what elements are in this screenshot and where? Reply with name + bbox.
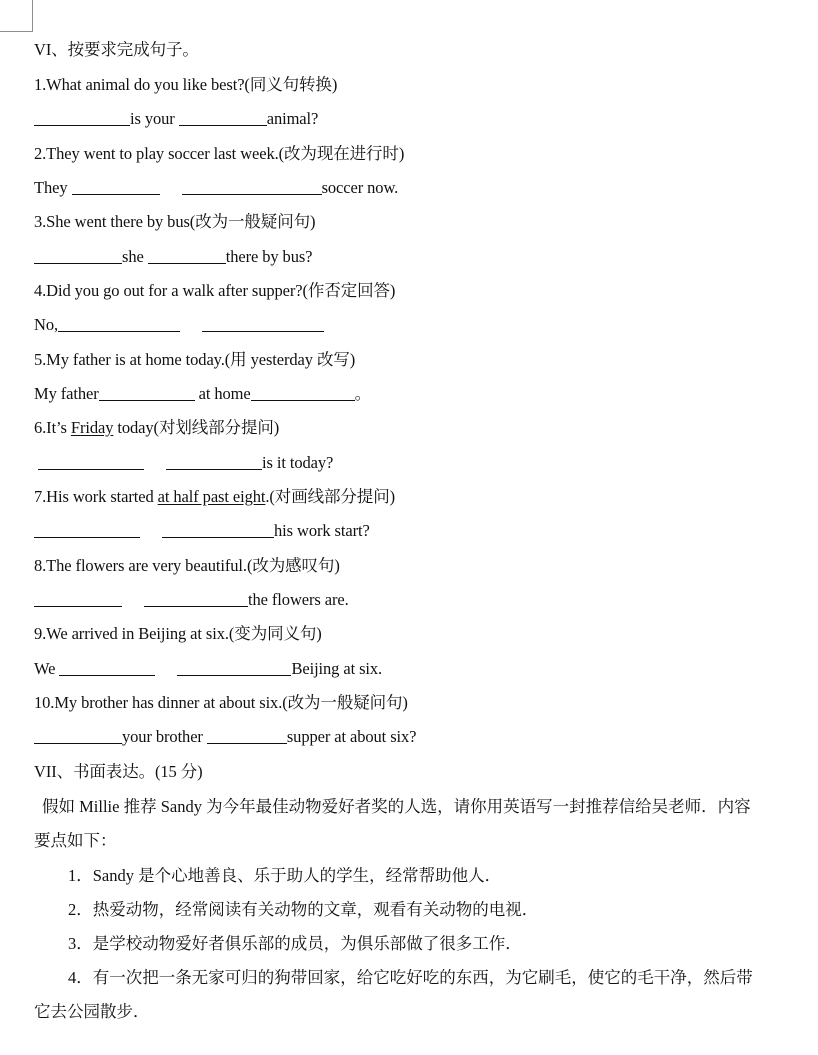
question-1: 1.What animal do you like best?(同义句转换)	[34, 75, 338, 94]
answer-line-6	[34, 452, 333, 474]
answer-line-2	[34, 177, 398, 199]
answer-blank[interactable]	[144, 590, 248, 607]
answer-blank[interactable]	[34, 590, 122, 607]
answer-line-1	[34, 108, 318, 130]
answer-blank[interactable]	[162, 521, 274, 538]
section-6-title: VI、按要求完成句子。	[34, 40, 199, 59]
writing-point-3: 3．是学校动物爱好者俱乐部的成员，为俱乐部做了很多工作．	[68, 934, 522, 953]
answer-line-8	[34, 589, 349, 611]
writing-point-2: 2．热爱动物，经常阅读有关动物的文章，观看有关动物的电视．	[68, 900, 539, 919]
answer-blank[interactable]	[207, 727, 287, 744]
answer-blank[interactable]	[58, 315, 180, 332]
answer-text: 。	[354, 384, 372, 403]
answer-blank[interactable]	[34, 727, 122, 744]
answer-line-4	[34, 314, 324, 336]
answer-text: his work start?	[274, 521, 370, 540]
writing-prompt-intro-cont: 要点如下：	[34, 831, 117, 850]
answer-blank[interactable]	[202, 315, 324, 332]
answer-text: We	[34, 659, 56, 678]
writing-point-1: 1．Sandy 是个心地善良、乐于助人的学生，经常帮助他人．	[68, 866, 502, 885]
answer-blank[interactable]	[38, 453, 144, 470]
answer-blank[interactable]	[166, 453, 262, 470]
answer-text: at home	[194, 384, 251, 403]
answer-blank[interactable]	[34, 521, 140, 538]
answer-blank[interactable]	[59, 659, 155, 676]
answer-text: soccer now.	[321, 178, 399, 197]
page-corner-mark	[0, 0, 33, 32]
writing-point-4-cont: 它去公园散步．	[34, 1002, 150, 1021]
answer-text: supper at about six?	[286, 727, 417, 746]
question-7	[34, 486, 395, 508]
question-5: 5.My father is at home today.(用 yesterday 改写)	[34, 350, 356, 369]
question-8: 8.The flowers are very beautiful.(改为感叹句)	[34, 556, 340, 575]
answer-blank[interactable]	[177, 659, 291, 676]
answer-line-5	[34, 383, 371, 405]
answer-line-10	[34, 726, 416, 748]
question-text: .(对画线部分提问)	[265, 487, 396, 506]
question-9: 9.We arrived in Beijing at six.(变为同义句)	[34, 624, 322, 643]
underlined-text: at half past eight	[157, 487, 266, 506]
question-text: today(对划线部分提问)	[113, 418, 280, 437]
answer-text: your brother	[122, 727, 203, 746]
question-text: 7.His work started	[34, 487, 158, 506]
answer-text: animal?	[266, 109, 319, 128]
answer-text: Beijing at six.	[291, 659, 383, 678]
answer-text: there by bus?	[225, 247, 313, 266]
answer-blank[interactable]	[179, 109, 267, 126]
answer-blank[interactable]	[148, 247, 226, 264]
question-10: 10.My brother has dinner at about six.(改为一般疑问句)	[34, 693, 408, 712]
question-3: 3.She went there by bus(改为一般疑问句)	[34, 212, 316, 231]
answer-text: They	[34, 178, 68, 197]
answer-blank[interactable]	[182, 178, 322, 195]
question-4: 4.Did you go out for a walk after supper?(作否定回答)	[34, 281, 396, 300]
section-7-title: VII、书面表达。(15 分)	[34, 762, 203, 781]
answer-line-3	[34, 246, 312, 268]
question-2: 2.They went to play soccer last week.(改为现在进行时)	[34, 144, 405, 163]
answer-text: is it today?	[262, 453, 334, 472]
answer-text: is your	[130, 109, 175, 128]
answer-text: No,	[34, 315, 58, 334]
answer-line-9	[34, 658, 382, 680]
answer-text: she	[122, 247, 144, 266]
question-6	[34, 417, 279, 439]
answer-blank[interactable]	[72, 178, 160, 195]
answer-blank[interactable]	[34, 247, 122, 264]
writing-point-4: 4．有一次把一条无家可归的狗带回家，给它吃好吃的东西，为它刷毛，使它的毛干净，然后带	[68, 968, 753, 987]
answer-blank[interactable]	[99, 384, 195, 401]
answer-line-7	[34, 520, 370, 542]
question-text: 6.It’s	[34, 418, 71, 437]
underlined-text: Friday	[70, 418, 114, 437]
answer-text: My father	[34, 384, 99, 403]
answer-blank[interactable]	[251, 384, 355, 401]
writing-prompt-intro: 假如 Millie 推荐 Sandy 为今年最佳动物爱好者奖的人选，请你用英语写一封推荐信给吴老师．内容	[42, 797, 751, 816]
answer-text: the flowers are.	[248, 590, 349, 609]
answer-blank[interactable]	[34, 109, 130, 126]
